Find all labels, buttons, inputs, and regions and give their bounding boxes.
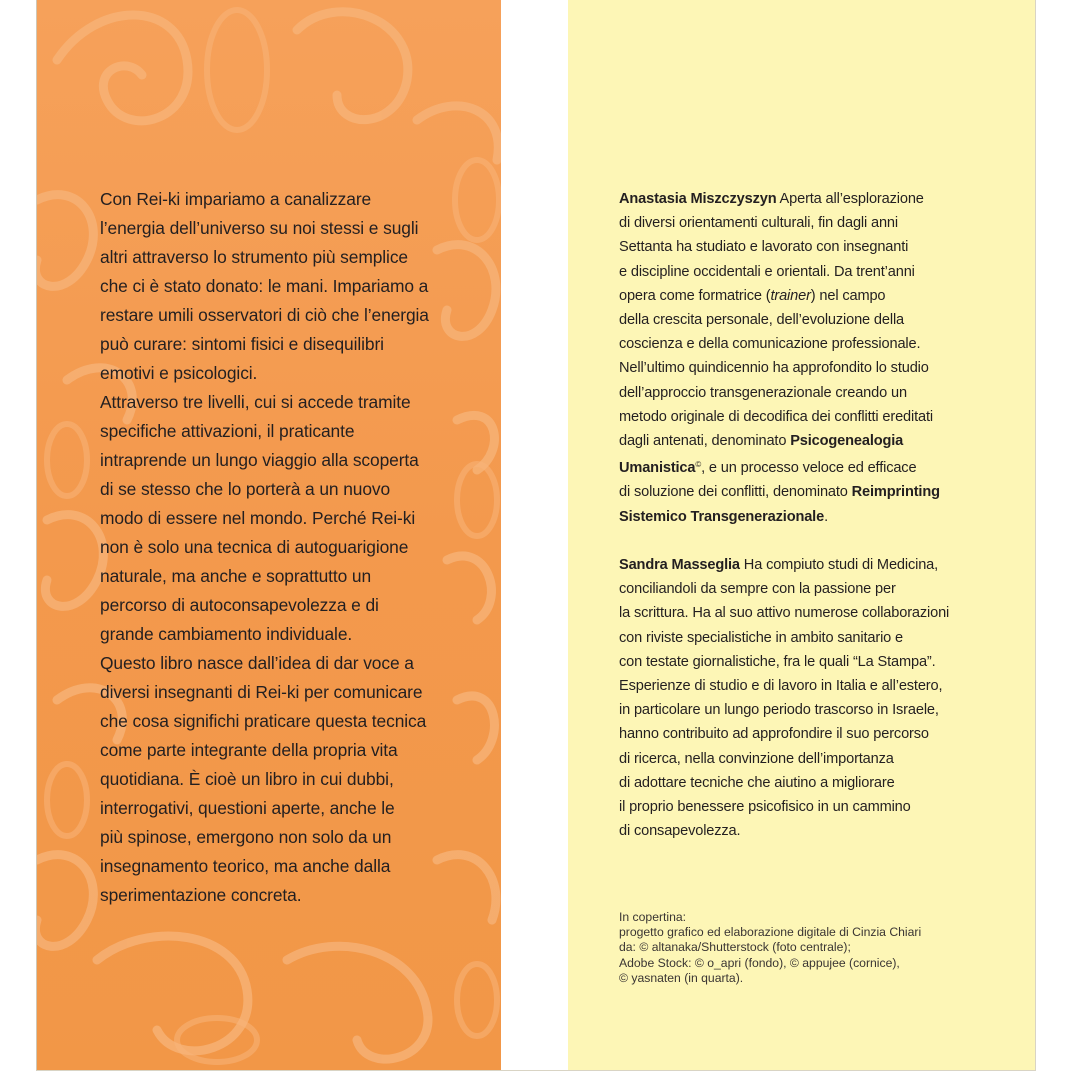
author-name: Sandra Masseglia (619, 557, 740, 574)
bio-line: con testate giornalistiche, fra le quali “La Stampa”. (619, 653, 936, 670)
bio-line (619, 553, 999, 577)
bio-line: Nell’ultimo quindicennio ha approfondito lo studio (619, 360, 929, 377)
bio-line (619, 284, 999, 308)
description-line: che cosa significhi praticare questa tecnica (100, 711, 427, 731)
bio-line: Settanta ha studiato e lavorato con insegnanti (619, 239, 909, 256)
description-line: l’energia dell’universo su noi stessi e sugli (100, 218, 419, 238)
bio-line: coscienza e della comunicazione professionale. (619, 336, 921, 353)
italic-term: trainer (770, 287, 811, 304)
bio-line: con riviste specialistiche in ambito sanitario e (619, 629, 903, 646)
bio-line (619, 187, 999, 211)
description-line: che ci è stato donato: le mani. Impariamo a (100, 276, 429, 296)
bio-text: . (824, 508, 828, 525)
description-line: altri attraverso lo strumento più semplice (100, 247, 408, 267)
method-name: Umanistica (619, 460, 696, 477)
description-line: specifiche attivazioni, il praticante (100, 421, 355, 441)
bio-line: dell’approccio transgenerazionale creando un (619, 384, 907, 401)
description-line: Questo libro nasce dall’idea di dar voce a (100, 653, 414, 673)
description-line: più spinose, emergono non solo da un (100, 827, 392, 847)
description-line: sperimentazione concreta. (100, 885, 302, 905)
bio-line: di adottare tecniche che aiutino a migliorare (619, 774, 895, 791)
spine-gutter (501, 0, 568, 1070)
bio-text: Aperta all’esplorazione (776, 191, 924, 207)
credits-line: In copertina: (619, 910, 687, 924)
bio-line: e discipline occidentali e orientali. Da trent’anni (619, 263, 915, 280)
bio-line: la scrittura. Ha al suo attivo numerose collaborazioni (619, 605, 950, 622)
paragraph-gap (619, 529, 999, 553)
bio-line: in particolare un lungo periodo trascorso in Israele, (619, 702, 939, 719)
bio-line: di consapevolezza. (619, 823, 741, 840)
bio-text: dagli antenati, denominato (619, 433, 791, 450)
bio-line (619, 429, 999, 453)
description-line: interrogativi, questioni aperte, anche le (100, 798, 395, 818)
method-name: Psicogenealogia (790, 433, 904, 450)
author-bios (619, 187, 999, 843)
description-line: come parte integrante della propria vita (100, 740, 398, 760)
description-line: può curare: sintomi fisici e disequilibri (100, 334, 384, 354)
description-line: grande cambiamento individuale. (100, 624, 353, 644)
bio-text: Ha compiuto studi di Medicina, (739, 557, 939, 574)
credits-line: da: © altanaka/Shutterstock (foto centrale); (619, 940, 851, 955)
description-line: di se stesso che lo porterà a un nuovo (100, 479, 391, 499)
description-line: quotidiana. È cioè un libro in cui dubbi, (100, 769, 394, 789)
credits-line: Adobe Stock: © o_apri (fondo), © appujee (cornice), (619, 955, 900, 970)
method-name: Sistemico Transgenerazionale (619, 508, 825, 525)
bio-text: opera come formatrice ( (619, 287, 771, 304)
bio-line: hanno contribuito ad approfondire il suo percorso (619, 726, 929, 743)
description-line: modo di essere nel mondo. Perché Rei-ki (100, 508, 416, 528)
bio-line: metodo originale di decodifica dei conflitti ereditati (619, 408, 933, 425)
bio-line: il proprio benessere psicofisico in un cammino (619, 799, 911, 816)
description-line: diversi insegnanti di Rei-ki per comunicare (100, 682, 423, 702)
bio-line (619, 480, 999, 504)
description-line: insegnamento teorico, ma anche dalla (100, 856, 391, 876)
bio-line: di diversi orientamenti culturali, fin dagli anni (619, 215, 898, 232)
copyright-mark: © (695, 460, 702, 470)
bio-line: conciliandoli da sempre con la passione per (619, 581, 896, 598)
bio-text: di soluzione dei conflitti, denominato (619, 484, 852, 501)
cover-credits (619, 910, 999, 986)
bio-line (619, 453, 999, 480)
bio-line: Esperienze di studio e di lavoro in Italia e all’estero, (619, 678, 943, 695)
bio-line: della crescita personale, dell’evoluzione della (619, 312, 905, 329)
description-line: naturale, ma anche e soprattutto un (100, 566, 372, 586)
book-description (100, 185, 480, 910)
description-line: emotivi e psicologici. (100, 363, 258, 383)
description-line: Con Rei-ki impariamo a canalizzare (100, 189, 372, 209)
description-line: Attraverso tre livelli, cui si accede tramite (100, 392, 411, 412)
description-line: restare umili osservatori di ciò che l’energia (100, 305, 429, 325)
bio-text: , e un processo veloce ed efficace (701, 460, 917, 477)
author-name: Anastasia Miszczyszyn (619, 191, 777, 207)
method-name: Reimprinting (851, 484, 940, 501)
description-line: intraprende un lungo viaggio alla scoperta (100, 450, 419, 470)
credits-line: progetto grafico ed elaborazione digitale di Cinzia Chiari (619, 925, 922, 940)
bio-line (619, 505, 999, 529)
description-line: percorso di autoconsapevolezza e di (100, 595, 379, 615)
credits-line: © yasnaten (in quarta). (619, 970, 744, 985)
description-line: non è solo una tecnica di autoguarigione (100, 537, 409, 557)
bio-text: ) nel campo (810, 287, 886, 304)
bio-line: di ricerca, nella convinzione dell’importanza (619, 750, 894, 767)
